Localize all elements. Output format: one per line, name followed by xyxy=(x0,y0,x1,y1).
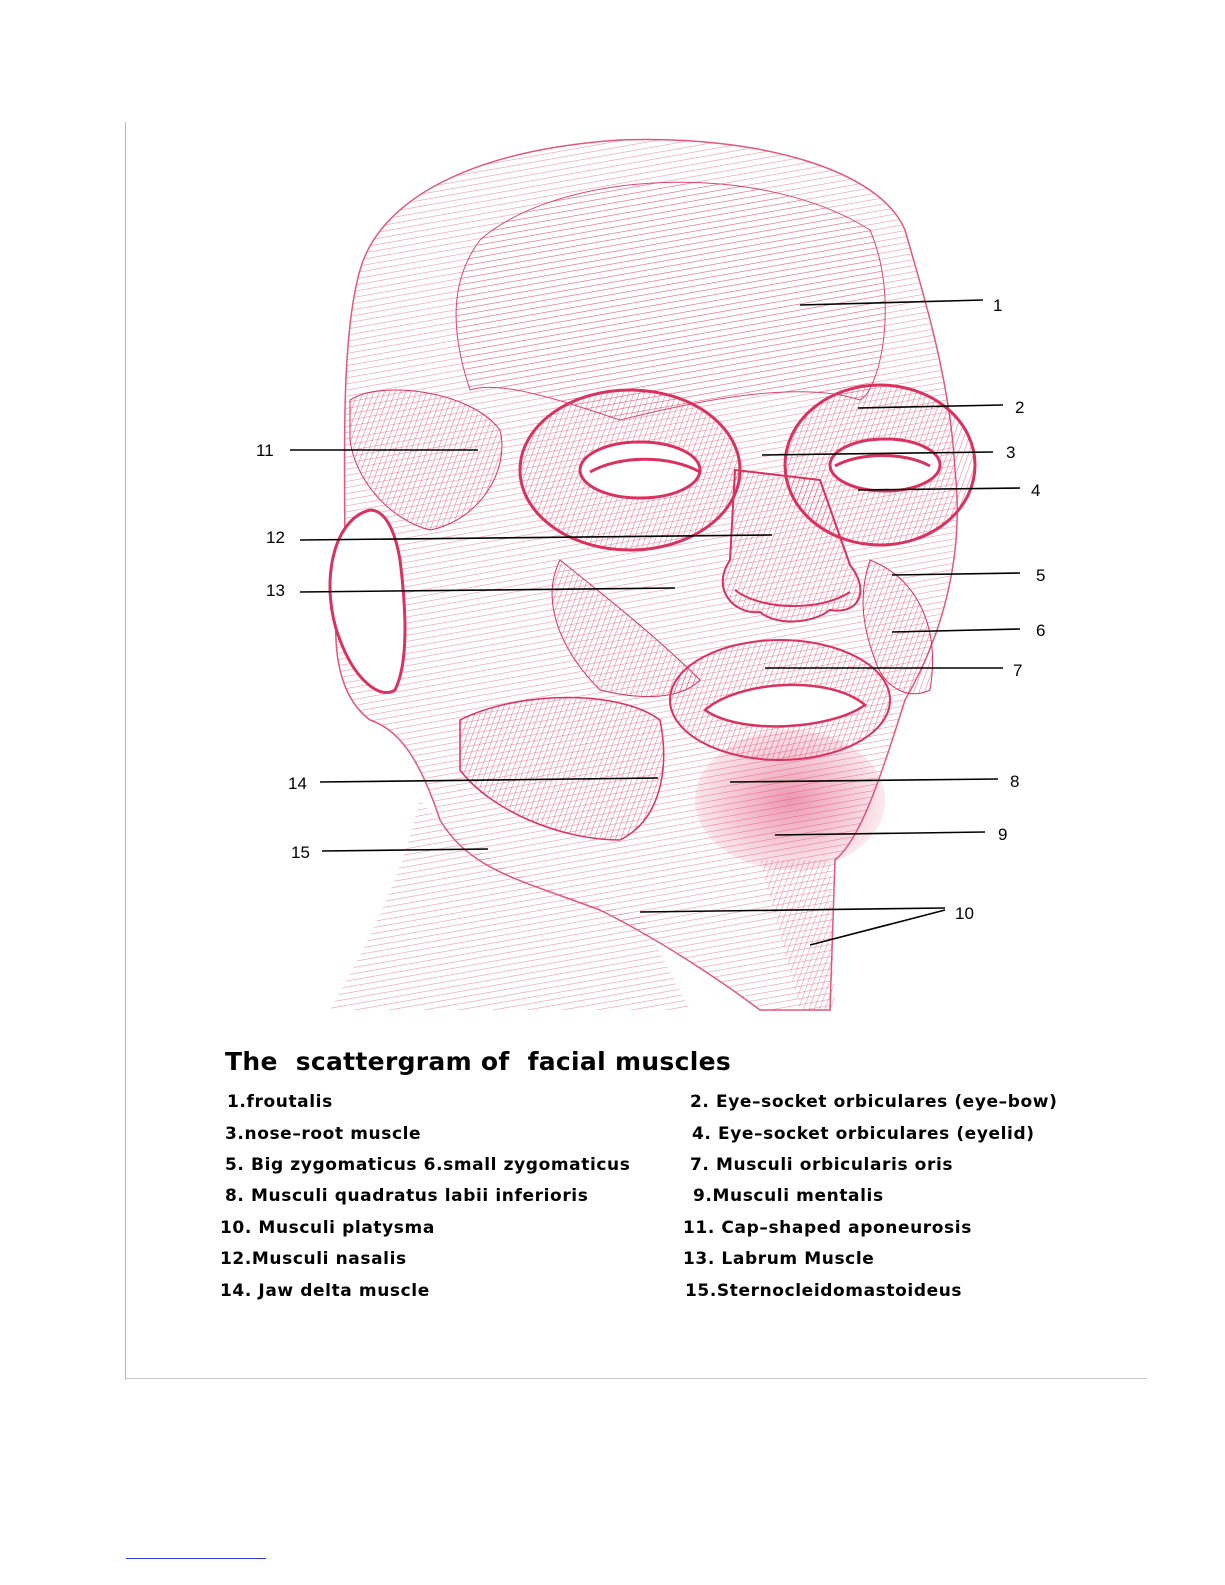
page-frame-bottom-border xyxy=(125,1378,1147,1379)
frontalis-muscle xyxy=(456,182,885,420)
legend-item-9: 10. Musculi platysma xyxy=(220,1218,435,1238)
legend-item-7: 8. Musculi quadratus labii inferioris xyxy=(225,1186,589,1206)
footer-rule xyxy=(126,1558,266,1559)
legend-item-11: 12.Musculi nasalis xyxy=(220,1249,407,1269)
legend-item-13: 14. Jaw delta muscle xyxy=(220,1281,430,1301)
legend-item-4: 4. Eye–socket orbiculares (eyelid) xyxy=(692,1124,1035,1144)
legend-item-5: 5. Big zygomaticus 6.small zygomaticus xyxy=(225,1155,631,1175)
legend-item-6: 7. Musculi orbicularis oris xyxy=(690,1155,954,1175)
callout-12: 12 xyxy=(266,528,285,547)
callout-14: 14 xyxy=(288,774,307,793)
legend-item-14: 15.Sternocleidomastoideus xyxy=(685,1281,963,1301)
callout-1: 1 xyxy=(993,296,1003,315)
chin xyxy=(695,730,885,870)
callout-5: 5 xyxy=(1036,566,1046,585)
legend-item-12: 13. Labrum Muscle xyxy=(683,1249,875,1269)
callout-3: 3 xyxy=(1006,443,1016,462)
callout-13: 13 xyxy=(266,581,285,600)
callout-4: 4 xyxy=(1031,481,1041,500)
callout-9: 9 xyxy=(998,825,1008,844)
legend-item-8: 9.Musculi mentalis xyxy=(693,1186,884,1206)
legend-item-10: 11. Cap–shaped aponeurosis xyxy=(683,1218,972,1238)
legend-item-3: 3.nose–root muscle xyxy=(225,1124,422,1144)
callout-6: 6 xyxy=(1036,621,1046,640)
callout-8: 8 xyxy=(1010,772,1020,791)
legend-item-1: 1.froutalis xyxy=(227,1092,333,1112)
legend-item-2: 2. Eye–socket orbiculares (eye–bow) xyxy=(690,1092,1058,1112)
callout-11: 11 xyxy=(256,441,274,460)
callout-2: 2 xyxy=(1015,398,1025,417)
figure-title: The scattergram of facial muscles xyxy=(225,1047,732,1076)
callout-7: 7 xyxy=(1013,661,1023,680)
callout-15: 15 xyxy=(291,843,310,862)
callout-10: 10 xyxy=(955,904,974,923)
